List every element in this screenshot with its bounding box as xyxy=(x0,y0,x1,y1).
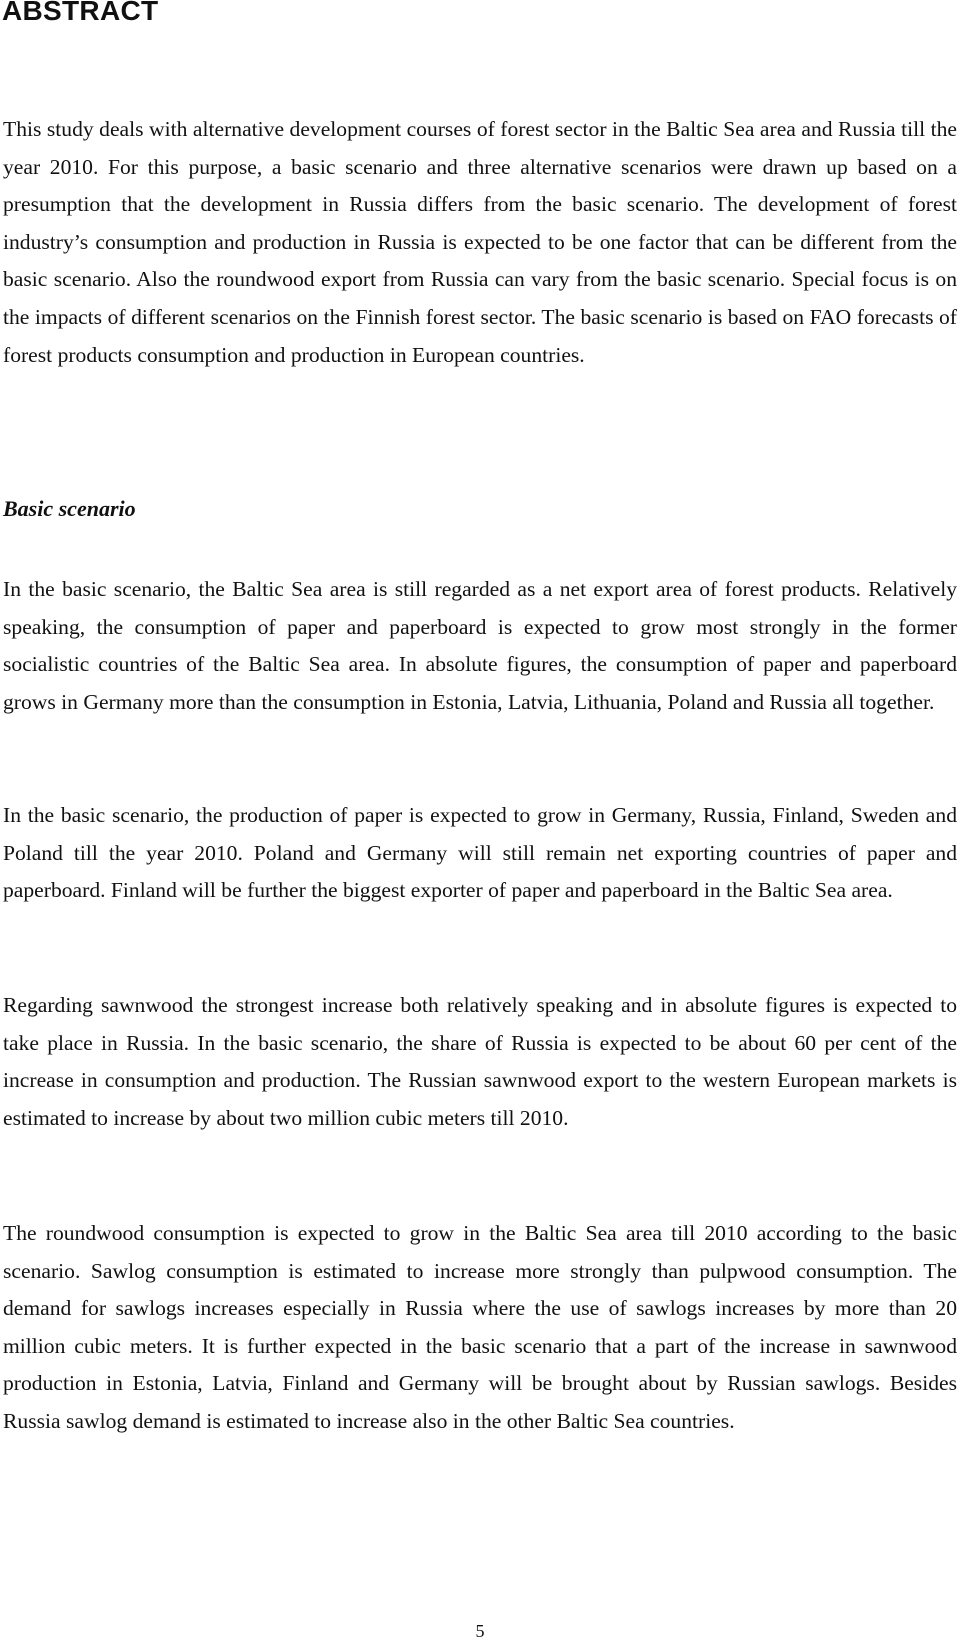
paper-production-paragraph: In the basic scenario, the production of paper is expected to grow in Germany, Russia, Finland, Sweden and Poland till the year 2010. Poland and Germany will still remain net exporting countries of paper and paperboard. Finland will be further the biggest exporter of paper and paperboard in the Baltic Sea area. xyxy=(3,803,957,903)
basic-scenario-subheading: Basic scenario xyxy=(3,496,136,521)
intro-paragraph: This study deals with alternative development courses of forest sector in the Baltic Sea area and Russia till the year 2010. For this purpose, a basic scenario and three alternative scenarios were drawn up based on a presumption that the development in Russia differs from the basic scenario. The development of forest industry’s consumption and production in Russia is expected to be one factor that can be different from the basic scenario. Also the roundwood export from Russia can vary from the basic scenario. Special focus is on the impacts of different scenarios on the Finnish forest sector. The basic scenario is based on FAO forecasts of forest products consumption and production in European countries. xyxy=(3,117,957,367)
sawnwood-paragraph: Regarding sawnwood the strongest increase both relatively speaking and in absolute figures is expected to take place in Russia. In the basic scenario, the share of Russia is expected to be about 60 per cent of the increase in consumption and production. The Russian sawnwood export to the western European markets is estimated to increase by about two million cubic meters till 2010. xyxy=(3,993,957,1130)
abstract-heading: ABSTRACT xyxy=(2,0,159,26)
paper-consumption-paragraph: In the basic scenario, the Baltic Sea area is still regarded as a net export area of forest products. Relatively speaking, the consumption of paper and paperboard is expected to grow most strongly in the former socialistic countries of the Baltic Sea area. In absolute figures, the consumption of paper and paperboard grows in Germany more than the consumption in Estonia, Latvia, Lithuania, Poland and Russia all together. xyxy=(3,577,957,714)
page-number: 5 xyxy=(475,1621,485,1641)
roundwood-paragraph: The roundwood consumption is expected to grow in the Baltic Sea area till 2010 according to the basic scenario. Sawlog consumption is estimated to increase more strongly than pulpwood consumption. The demand for sawlogs increases especially in Russia where the use of sawlogs increases by more than 20 million cubic meters. It is further expected in the basic scenario that a part of the increase in sawnwood production in Estonia, Latvia, Finland and Germany will be brought about by Russian sawlogs. Besides Russia sawlog demand is estimated to increase also in the other Baltic Sea countries. xyxy=(3,1221,957,1433)
